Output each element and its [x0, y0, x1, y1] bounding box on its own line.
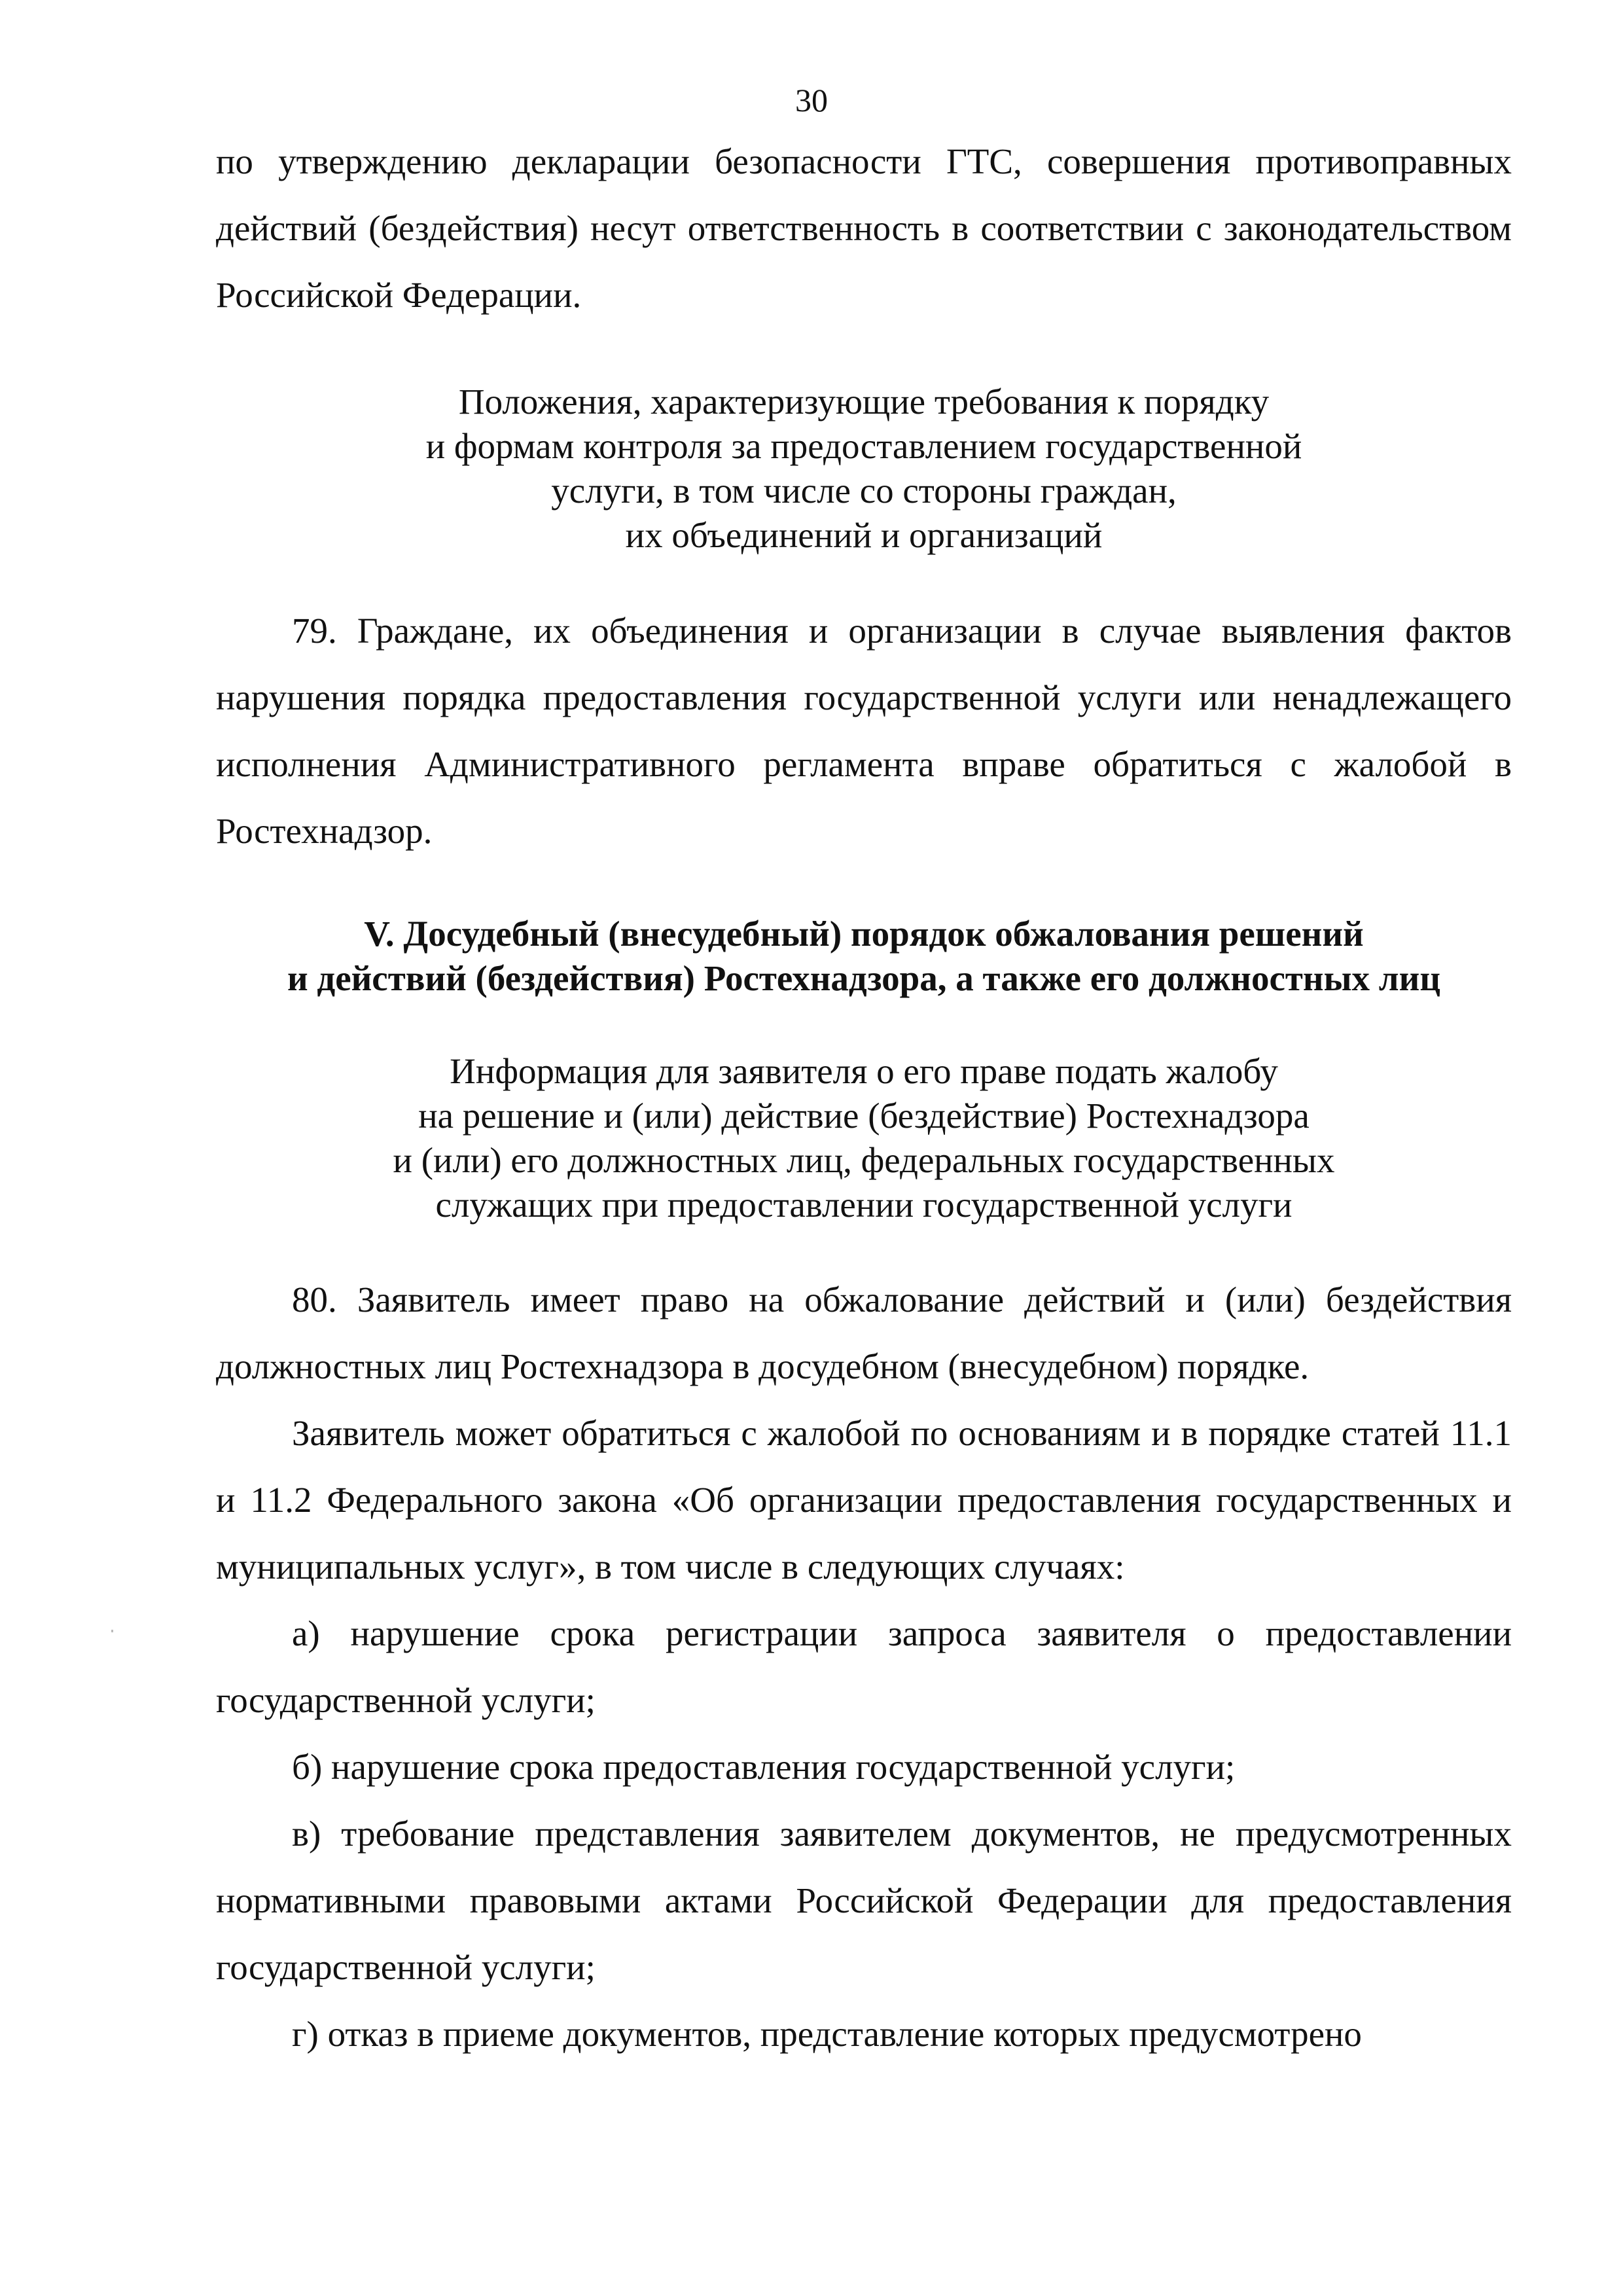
paragraph-80-block: [216, 1266, 1512, 2068]
heading-info: [216, 1049, 1512, 1227]
heading-info-line-1: Информация для заявителя о его праве подать жалобу: [450, 1051, 1278, 1091]
page-number: 30: [795, 82, 828, 118]
paragraph-79-text: 79. Граждане, их объединения и организации в случае выявления фактов нарушения порядка предоставления государственной услуги или ненадлежащего исполнения Административного регламента вправе обратиться с жалобой в Ростехнадзор.: [216, 611, 1512, 851]
heading-control-line-1: Положения, характеризующие требования к порядку: [458, 382, 1270, 422]
heading-control-line-4: их объединений и организаций: [625, 515, 1103, 555]
list-item-a: а) нарушение срока регистрации запроса заявителя о предоставлении государственной услуги;: [216, 1613, 1512, 1720]
heading-info-line-2: на решение и (или) действие (бездействие) Ростехнадзора: [418, 1096, 1310, 1136]
paragraph-80: 80. Заявитель имеет право на обжалование действий и (или) бездействия должностных лиц Ростехнадзора в досудебном (внесудебном) порядке.: [216, 1280, 1512, 1386]
paragraph-intro-text: по утверждению декларации безопасности ГТС, совершения противоправных действий (бездействия) несут ответственность в соответствии с законодательством Российской Федерации.: [216, 141, 1512, 315]
paragraph-80-b: Заявитель может обратиться с жалобой по основаниям и в порядке статей 11.1 и 11.2 Федерального закона «Об организации предоставления государственных и муниципальных услуг», в том числе в следующих случаях:: [216, 1413, 1512, 1587]
heading-section-v: [216, 912, 1512, 1001]
heading-control-line-3: услуги, в том числе со стороны граждан,: [551, 471, 1177, 511]
list-item-g: г) отказ в приеме документов, представление которых предусмотрено: [292, 2014, 1362, 2054]
heading-section-v-line-1: V. Досудебный (внесудебный) порядок обжалования решений: [364, 914, 1364, 954]
heading-control: [216, 380, 1512, 558]
heading-info-line-3: и (или) его должностных лиц, федеральных государственных: [393, 1140, 1335, 1180]
heading-section-v-line-2: и действий (бездействия) Ростехнадзора, а также его должностных лиц: [287, 958, 1441, 998]
paragraph-79: [216, 598, 1512, 865]
list-item-v: в) требование представления заявителем документов, не предусмотренных нормативными правовыми актами Российской Федерации для предоставления государственной услуги;: [216, 1814, 1512, 1987]
heading-info-line-4: служащих при предоставлении государственной услуги: [435, 1185, 1293, 1225]
heading-control-line-2: и формам контроля за предоставлением государственной: [425, 426, 1302, 466]
paragraph-intro: [216, 128, 1512, 329]
list-item-b: б) нарушение срока предоставления государственной услуги;: [292, 1747, 1236, 1787]
scan-mark: [111, 1630, 113, 1632]
